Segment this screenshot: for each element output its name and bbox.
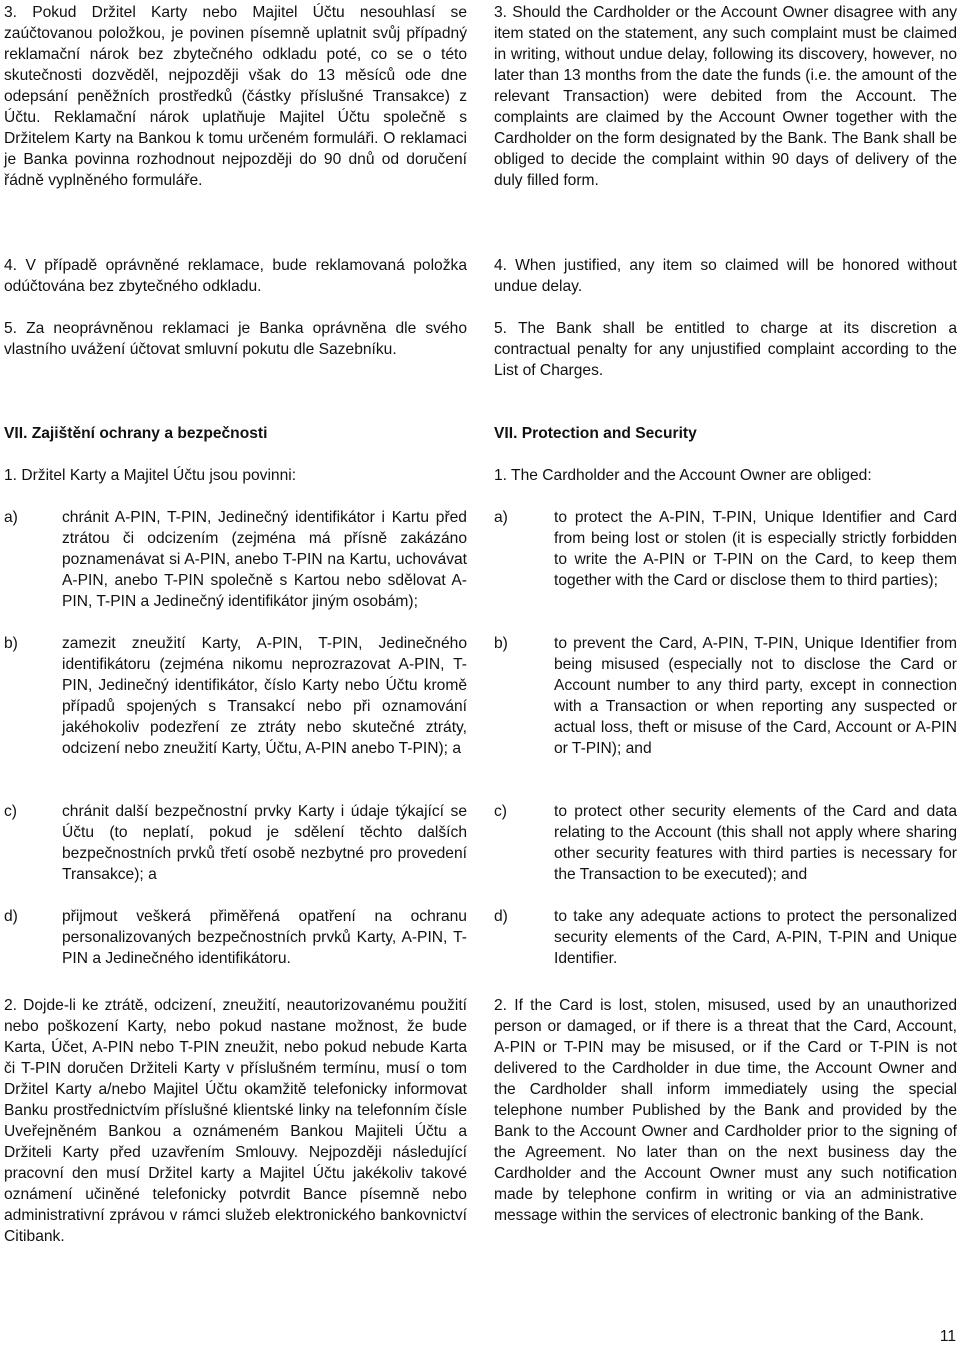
cz-list-item-c	[4, 801, 467, 885]
cz-paragraph-5: 5. Za neoprávněnou reklamaci je Banka oprávněna dle svého vlastního uvážení účtovat smluvní pokutu dle Sazebníku.	[4, 320, 467, 358]
cz-list-item-d	[4, 906, 467, 969]
cz-paragraph-3: 3. Pokud Držitel Karty nebo Majitel Účtu nesouhlasí se zaúčtovanou položkou, je povinen písemně uplatnit svůj případný reklamační nárok bez zbytečného odkladu poté, co se o této skutečnosti dozvěděl, nejpozději však do 13 měsíců ode dne odepsání peněžních prostředků (částky příslušné Transakce) z Účtu. Reklamační nárok uplatňuje Majitel Účtu společně s Držitelem Karty na Bankou k tomu určeném formuláři. O reklamaci je Banka povinna rozhodnout nejpozději do 90 dnů od doručení řádně vyplněného formuláře.	[4, 4, 467, 189]
cz-section-intro: 1. Držitel Karty a Majitel Účtu jsou povinni:	[4, 467, 297, 484]
cz-paragraph-4: 4. V případě oprávněné reklamace, bude reklamovaná položka odúčtována bez zbytečného odkladu.	[4, 257, 467, 295]
en-list-item-c	[494, 801, 957, 885]
cz-item-label: c)	[4, 803, 17, 820]
cz-item-text: zamezit zneužití Karty, A-PIN, T-PIN, Jedinečného identifikátoru (zejména nikomu neprozrazovat A-PIN, T-PIN, Jedinečný identifikátor, číslo Karty nebo Účtu kromě případů spojených s Transakcí nebo při oznamování jakéhokoliv podezření ze ztráty nebo skutečné ztráty, odcizení nebo zneužití Karty, Účtu, A-PIN anebo T-PIN); a	[62, 635, 467, 757]
en-paragraph-3: 3. Should the Cardholder or the Account Owner disagree with any item stated on the statement, any such complaint must be claimed in writing, without undue delay, following its discovery, however, no later than 13 months from the date the funds (i.e. the amount of the relevant Transaction) were debited from the Account. The complaints are claimed by the Account Owner together with the Cardholder on the form designated by the Bank. The Bank shall be obliged to decide the complaint within 90 days of delivery of the duly filled form.	[494, 4, 957, 189]
cz-item-text: chránit A-PIN, T-PIN, Jedinečný identifikátor i Kartu před ztrátou či odcizením (zejména má přísně zakázáno poznamenávat si A-PIN, anebo T-PIN na Kartu, uchovávat A-PIN, anebo T-PIN společně s Kartou nebo sdělovat A-PIN, T-PIN a Jedinečný identifikátor jiným osobám);	[62, 509, 467, 610]
en-item-label: a)	[494, 509, 508, 526]
en-paragraph-2: 2. If the Card is lost, stolen, misused, used by an unauthorized person or damaged, or if there is a threat that the Card, Account, A-PIN or T-PIN may be misused, or if the Card or T-PIN is not delivered to the Cardholder in due time, the Account Owner and the Cardholder shall inform immediately using the special telephone number Published by the Bank and provided by the Bank to the Account Owner and Cardholder prior to the signing of the Agreement. No later than on the next business day the Cardholder and the Account Owner must any such notification made by telephone confirm in writing or via an administrative message within the services of electronic banking of the Bank.	[494, 997, 957, 1224]
en-item-text: to protect other security elements of the Card and data relating to the Account (this shall not apply where sharing other security features with third parties is necessary for the Transaction to be executed); and	[554, 803, 957, 883]
en-item-label: c)	[494, 803, 507, 820]
en-item-label: d)	[494, 908, 508, 925]
cz-item-text: přijmout veškerá přiměřená opatření na ochranu personalizovaných bezpečnostních prvků Karty, A-PIN, T-PIN a Jedinečného identifikátoru.	[62, 908, 467, 967]
cz-paragraph-2: 2. Dojde-li ke ztrátě, odcizení, zneužití, neautorizovanému použití nebo poškození Karty, nebo pokud nastane možnost, že bude Karta, Účet, A-PIN nebo T-PIN zneužit, nebo pokud nebude Karta či T-PIN doručen Držiteli Karty v příslušném termínu, musí o tom Držitel Karty a/nebo Majitel Účtu okamžitě telefonicky informovat Banku prostřednictvím příslušné klientské linky na telefonním čísle Uveřejněném Bankou a oznámeném Bankou Majiteli Účtu a Držiteli Karty před uzavřením Smlouvy. Nejpozději následující pracovní den musí Držitel karty a Majitel Účtu jakékoliv takové oznámení učiněné telefonicky potvrdit Bance písemně nebo administrativní zprávou v rámci služeb elektronického bankovnictví Citibank.	[4, 997, 467, 1245]
en-list-item-b	[494, 633, 957, 759]
en-list-item-a	[494, 507, 957, 591]
cz-section-heading: VII. Zajištění ochrany a bezpečnosti	[4, 425, 268, 442]
en-item-label: b)	[494, 635, 508, 652]
cz-item-text: chránit další bezpečnostní prvky Karty i údaje týkající se Účtu (to neplatí, pokud je sdělení těchto dalších bezpečnostních prvků třetí osobě nezbytné pro provedení Transakce); a	[62, 803, 467, 883]
en-list-item-d	[494, 906, 957, 969]
page-number: 11	[939, 1328, 956, 1345]
en-section-heading: VII. Protection and Security	[494, 425, 697, 442]
en-item-text: to protect the A-PIN, T-PIN, Unique Identifier and Card from being lost or stolen (it is especially strictly forbidden to write the A-PIN or T-PIN on the Card, to keep them together with the Card or disclose them to third parties);	[554, 509, 957, 589]
cz-list-item-a	[4, 507, 467, 612]
en-item-text: to take any adequate actions to protect the personalized security elements of the Card, A-PIN, T-PIN and Unique Identifier.	[554, 908, 957, 967]
cz-item-label: d)	[4, 908, 18, 925]
en-item-text: to prevent the Card, A-PIN, T-PIN, Unique Identifier from being misused (especially not to disclose the Card or Account number to any third party, except in connection with a Transaction or when reporting any suspected or actual loss, theft or misuse of the Card, Account or A-PIN or T-PIN); and	[554, 635, 957, 757]
en-paragraph-5: 5. The Bank shall be entitled to charge at its discretion a contractual penalty for any unjustified complaint according to the List of Charges.	[494, 320, 957, 379]
en-section-intro: 1. The Cardholder and the Account Owner are obliged:	[494, 467, 872, 484]
cz-item-label: a)	[4, 509, 18, 526]
cz-list-item-b	[4, 633, 467, 759]
en-paragraph-4: 4. When justified, any item so claimed will be honored without undue delay.	[494, 257, 957, 295]
cz-item-label: b)	[4, 635, 18, 652]
